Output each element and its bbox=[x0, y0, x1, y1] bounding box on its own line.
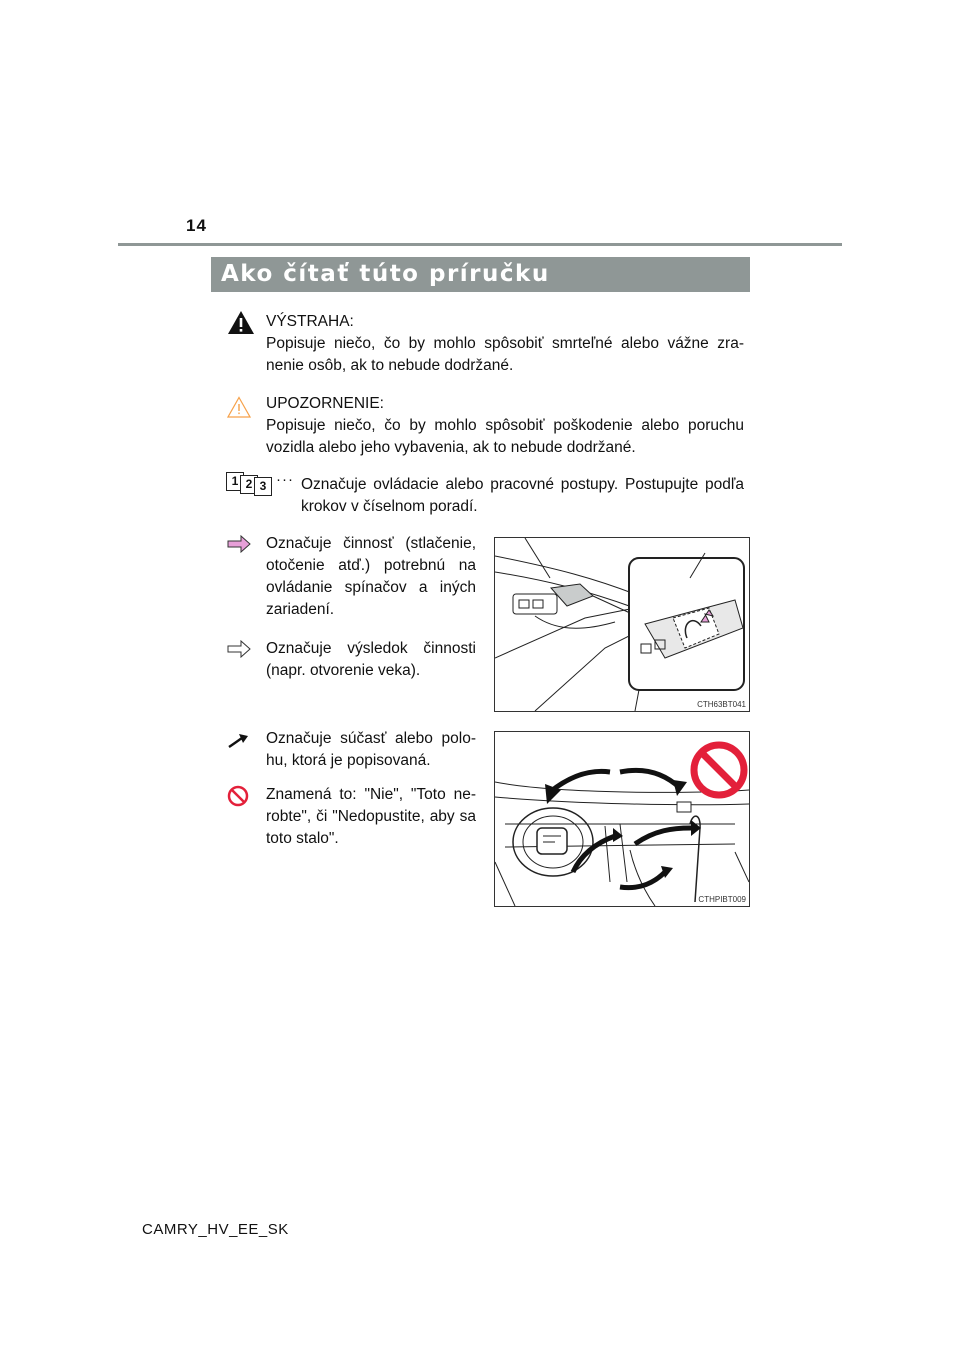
result-arrow-icon bbox=[227, 640, 251, 658]
steps-description: Označuje ovládacie alebo pracovné postupy. Postupujte podľa krokov v číselnom poradí. bbox=[301, 476, 744, 515]
figure1-code: CTH63BT041 bbox=[697, 700, 746, 709]
prohibited-description: Znamená to: "Nie", "Toto ne-robte", či "Nedopustite, aby sa toto stalo". bbox=[266, 786, 476, 847]
action-description: Označuje činnosť (stlačenie, otočenie atď.) potrebnú na ovládanie spínačov a iných zariadení. bbox=[266, 535, 476, 618]
figure2-code: CTHPIBT009 bbox=[698, 895, 746, 904]
step-number-badges bbox=[226, 472, 274, 492]
figure-overhead-console bbox=[494, 537, 750, 712]
result-description: Označuje výsledok činnosti (napr. otvorenie veka). bbox=[266, 640, 476, 679]
warning-heading: VÝSTRAHA: bbox=[266, 313, 354, 330]
component-pointer-icon bbox=[227, 733, 249, 749]
dashboard-illustration bbox=[495, 732, 749, 906]
notice-description: Popisuje niečo, čo by mohlo spôsobiť poškodenie alebo poruchu vozidla alebo jeho vybavenia, ak to nebude dodržané. bbox=[266, 417, 744, 456]
steps-ellipsis: ··· bbox=[276, 471, 294, 488]
step-badge-1: 1 bbox=[226, 472, 244, 491]
footer-model-code: CAMRY_HV_EE_SK bbox=[142, 1221, 289, 1238]
section-title: Ako čítať túto príručku bbox=[221, 261, 550, 287]
step-badge-3: 3 bbox=[254, 477, 272, 496]
notice-heading: UPOZORNENIE: bbox=[266, 395, 384, 412]
warning-triangle-icon bbox=[227, 310, 255, 335]
component-description: Označuje súčasť alebo polo-hu, ktorá je popisovaná. bbox=[266, 730, 476, 769]
figure-dashboard-interior bbox=[494, 731, 750, 907]
warning-description: Popisuje niečo, čo by mohlo spôsobiť smrteľné alebo vážne zra-nenie osôb, ak to nebude dodržané. bbox=[266, 335, 744, 374]
section-title-bar bbox=[211, 257, 750, 292]
step-badge-2: 2 bbox=[240, 475, 258, 494]
header-rule bbox=[118, 243, 842, 246]
page-number: 14 bbox=[186, 216, 207, 235]
notice-triangle-icon bbox=[227, 396, 251, 418]
overhead-console-illustration bbox=[495, 538, 749, 711]
action-arrow-icon bbox=[227, 535, 251, 553]
prohibited-icon bbox=[227, 785, 249, 807]
